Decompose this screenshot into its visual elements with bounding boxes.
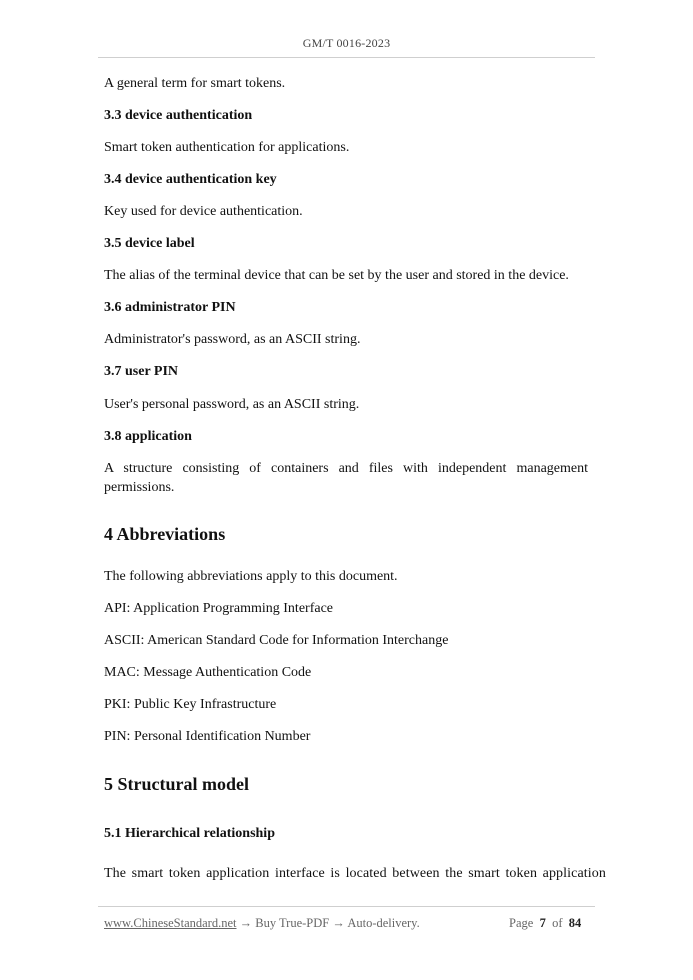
website-link[interactable]: www.ChineseStandard.net [104, 916, 237, 930]
definition-text: Smart token authentication for applications. [104, 140, 350, 155]
page-number [509, 916, 581, 931]
definition-text: User's personal password, as an ASCII string. [104, 397, 360, 412]
footer-divider [98, 906, 595, 907]
paragraph: The smart token application interface is located between the smart token application [104, 866, 606, 881]
subsection-heading: 5.1 Hierarchical relationship [104, 826, 275, 841]
arrow-icon: → [332, 916, 345, 930]
section-heading: 5 Structural model [104, 774, 249, 794]
footer-promo [104, 916, 420, 931]
term-heading: 3.5 device label [104, 236, 195, 251]
section-heading: 4 Abbreviations [104, 524, 226, 544]
abbreviation-item: ASCII: American Standard Code for Information Interchange [104, 633, 449, 648]
term-heading: 3.4 device authentication key [104, 172, 277, 187]
page-header: GM/T 0016-2023 [302, 36, 391, 50]
delivery-text: Auto-delivery. [347, 916, 420, 930]
abbreviation-item: PIN: Personal Identification Number [104, 729, 311, 744]
term-heading: 3.7 user PIN [104, 364, 179, 379]
header-divider [98, 57, 595, 58]
term-heading: 3.8 application [104, 429, 192, 444]
of-label: of [552, 916, 563, 930]
abbreviation-item: MAC: Message Authentication Code [104, 665, 312, 680]
buy-link[interactable]: Buy True-PDF [255, 916, 330, 930]
definition-text: Administrator's password, as an ASCII string. [104, 332, 361, 347]
definition-text: The alias of the terminal device that can be set by the user and stored in the device. [104, 268, 569, 283]
definition-text: A general term for smart tokens. [104, 76, 286, 91]
page-total: 84 [568, 916, 582, 930]
page-current: 7 [539, 916, 546, 930]
definition-text: Key used for device authentication. [104, 204, 303, 219]
definition-text: A structure consisting of containers and files with independent management permissions. [104, 461, 588, 495]
arrow-icon: → [239, 916, 253, 930]
paragraph: The following abbreviations apply to this document. [104, 569, 398, 584]
abbreviation-item: API: Application Programming Interface [104, 601, 333, 616]
abbreviation-item: PKI: Public Key Infrastructure [104, 697, 277, 712]
page-label: Page [509, 916, 534, 930]
term-heading: 3.3 device authentication [104, 108, 253, 123]
term-heading: 3.6 administrator PIN [104, 300, 236, 315]
